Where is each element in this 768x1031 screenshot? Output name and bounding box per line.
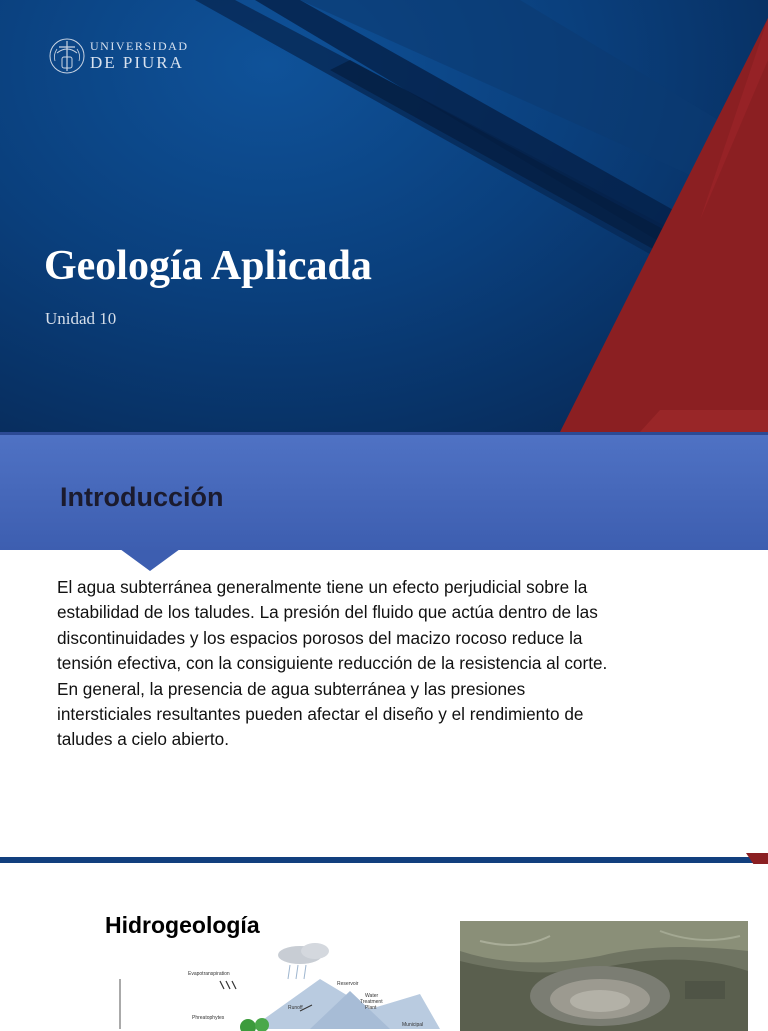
slide-title: Hidrogeología bbox=[105, 912, 260, 938]
hydrogeology-slide bbox=[0, 864, 768, 1028]
section-banner bbox=[0, 432, 768, 550]
slide-divider bbox=[0, 857, 768, 863]
paragraph-line: taludes a cielo abierto. bbox=[57, 729, 229, 750]
banner-pointer-shape bbox=[120, 549, 180, 571]
open-pit-aerial-photo bbox=[460, 921, 748, 1031]
intro-paragraph bbox=[57, 575, 711, 753]
title-slide bbox=[0, 0, 768, 432]
label-treatment: Treatment bbox=[360, 999, 383, 1005]
label-phreatophytes: Phreatophytes bbox=[192, 1015, 225, 1021]
label-water: Water bbox=[365, 993, 379, 999]
label-reservoir: Reservoir bbox=[337, 981, 359, 987]
label-municipal: Municipal bbox=[402, 1022, 424, 1028]
section-title: Introducción bbox=[60, 482, 224, 512]
intro-slide bbox=[0, 432, 768, 864]
paragraph-line: El agua subterránea generalmente tiene un efecto perjudicial sobre la bbox=[57, 577, 588, 597]
paragraph-line: intersticiales resultantes pueden afectar el diseño y el rendimiento de bbox=[57, 704, 584, 725]
logo-text-university: UNIVERSIDAD bbox=[90, 39, 189, 53]
logo-text-piura: DE PIURA bbox=[90, 53, 184, 72]
paragraph-line: discontinuidades y los espacios porosos del macizo rocoso reduce la bbox=[57, 627, 583, 648]
presentation-subtitle: Unidad 10 bbox=[45, 309, 117, 328]
paragraph-line: estabilidad de los taludes. La presión del fluido que actúa dentro de las bbox=[57, 602, 598, 623]
label-runoff: Runoff bbox=[288, 1005, 303, 1011]
label-evapotranspiration: Evapotranspiration bbox=[188, 971, 230, 977]
university-logo bbox=[49, 33, 189, 81]
crest-icon bbox=[49, 33, 85, 79]
label-plant: Plant bbox=[365, 1005, 377, 1011]
paragraph-line: tensión efectiva, con la consiguiente reducción de la resistencia al corte. bbox=[57, 653, 608, 674]
paragraph-line: En general, la presencia de agua subterránea y las presiones bbox=[57, 678, 526, 699]
water-cycle-diagram bbox=[120, 939, 440, 1029]
presentation-title: Geología Aplicada bbox=[44, 243, 372, 289]
